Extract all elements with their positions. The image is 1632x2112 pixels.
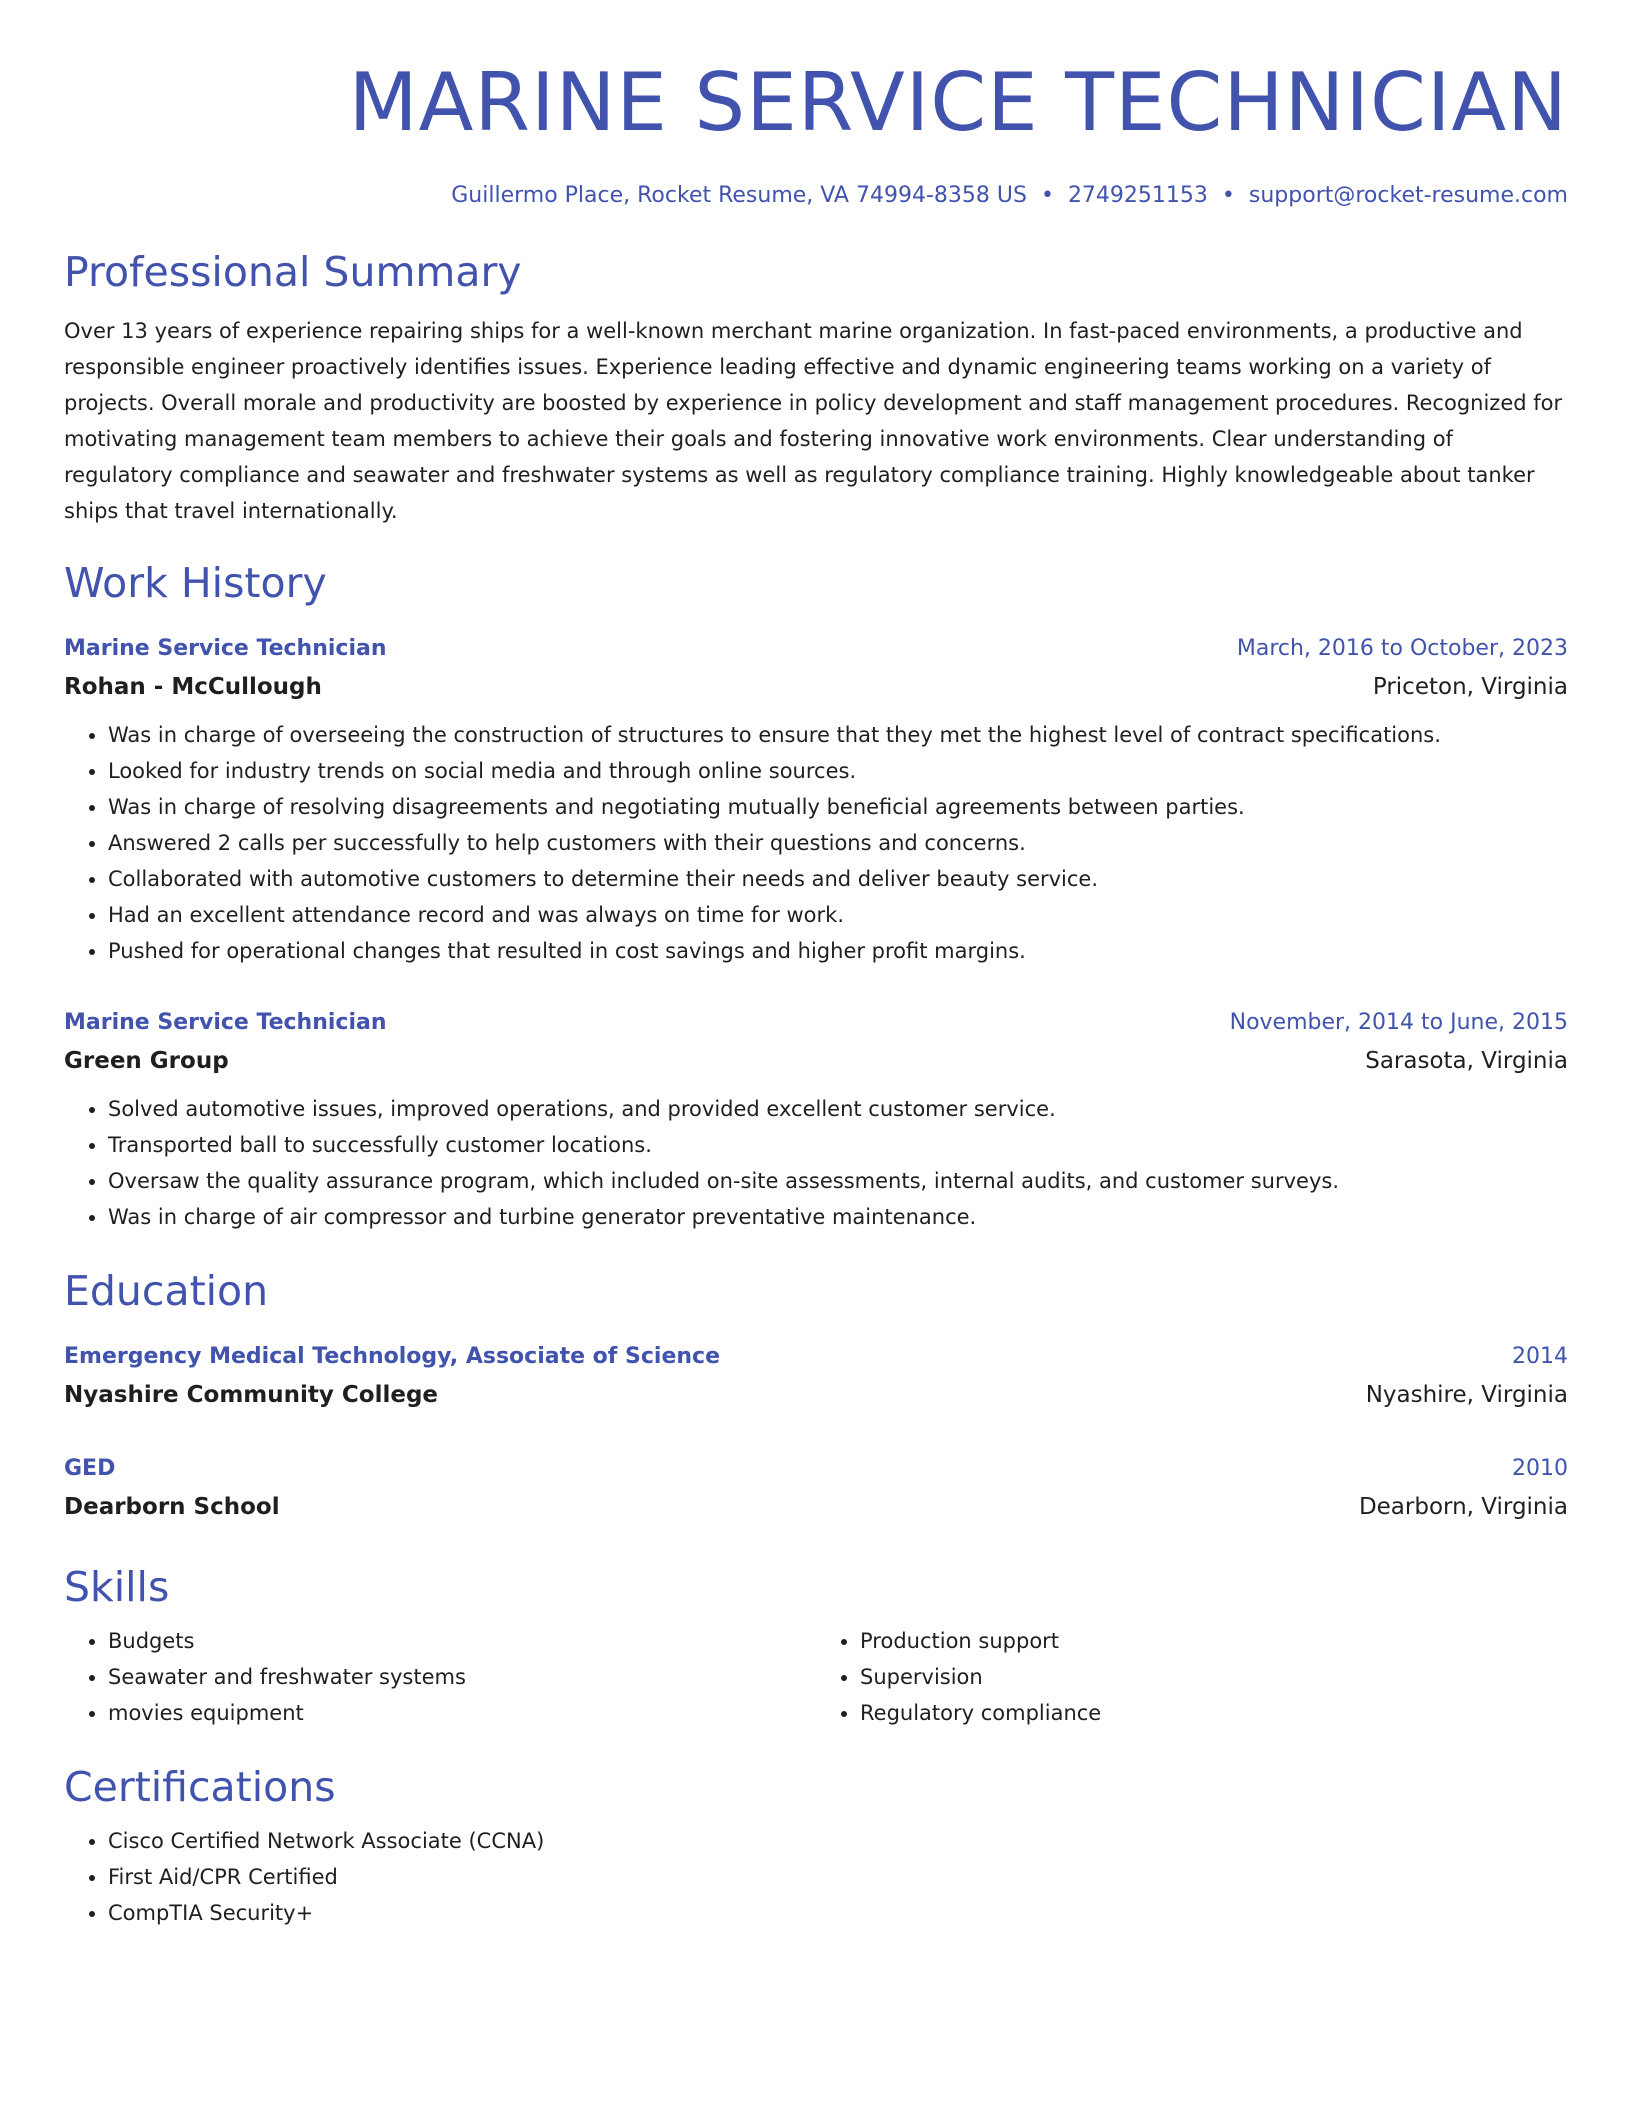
school-name: Dearborn School <box>64 1494 280 1520</box>
list-item: • Supervision <box>860 1659 1568 1695</box>
education-entry <box>64 1451 1568 1527</box>
job-location: Priceton, Virginia <box>1372 674 1568 700</box>
education-entry <box>64 1339 1568 1415</box>
job-title: Marine Service Technician <box>64 1010 387 1035</box>
certifications-section <box>64 1761 1568 1931</box>
list-item: • Oversaw the quality assurance program, which included on-site assessments, internal audits, and customer surveys. <box>108 1163 1568 1199</box>
certifications-list <box>64 1823 1568 1931</box>
graduation-year: 2010 <box>1512 1456 1568 1481</box>
summary-heading: Professional Summary <box>64 248 522 296</box>
list-item: • Solved automotive issues, improved operations, and provided excellent customer service. <box>108 1091 1568 1127</box>
email-link[interactable]: support@rocket-resume.com <box>1248 183 1568 208</box>
job-entry <box>64 631 1568 969</box>
contact-line <box>64 180 1568 212</box>
job-entry <box>64 1005 1568 1235</box>
job-title: Marine Service Technician <box>64 636 387 661</box>
phone: 2749251153 <box>1067 183 1208 208</box>
job-duties-list <box>64 717 1568 969</box>
employer-name: Rohan - McCullough <box>64 674 322 700</box>
list-item: • Budgets <box>108 1623 816 1659</box>
list-item: • Answered 2 calls per successfully to help customers with their questions and concerns. <box>108 825 1568 861</box>
school-row <box>64 1487 1568 1527</box>
job-header-row <box>64 631 1568 667</box>
certifications-heading: Certifications <box>64 1763 336 1811</box>
job-dates: November, 2014 to June, 2015 <box>1229 1010 1568 1035</box>
list-item: • Transported ball to successfully customer locations. <box>108 1127 1568 1163</box>
list-item: • Regulatory compliance <box>860 1695 1568 1731</box>
list-item: • Production support <box>860 1623 1568 1659</box>
degree-name: Emergency Medical Technology, Associate of Science <box>64 1344 720 1369</box>
list-item: • Was in charge of air compressor and turbine generator preventative maintenance. <box>108 1199 1568 1235</box>
skills-list-left <box>64 1623 816 1731</box>
list-item: • First Aid/CPR Certified <box>108 1859 1568 1895</box>
contact-separator: • <box>1040 183 1054 208</box>
school-location: Dearborn, Virginia <box>1358 1494 1568 1520</box>
skills-grid <box>64 1623 1568 1731</box>
list-item: • Looked for industry trends on social media and through online sources. <box>108 753 1568 789</box>
skills-section <box>64 1561 1568 1731</box>
job-location: Sarasota, Virginia <box>1365 1048 1568 1074</box>
contact-separator: • <box>1221 183 1235 208</box>
degree-name: GED <box>64 1456 116 1481</box>
degree-row <box>64 1451 1568 1487</box>
education-heading: Education <box>64 1267 269 1315</box>
school-name: Nyashire Community College <box>64 1382 439 1408</box>
list-item: • CompTIA Security+ <box>108 1895 1568 1931</box>
school-row <box>64 1375 1568 1415</box>
degree-row <box>64 1339 1568 1375</box>
resume-title: MARINE SERVICE TECHNICIAN <box>348 56 1568 149</box>
skills-list-right <box>816 1623 1568 1731</box>
skills-heading: Skills <box>64 1563 170 1611</box>
work-history-section <box>64 557 1568 1235</box>
list-item: • Was in charge of overseeing the construction of structures to ensure that they met the highest level of contract specifications. <box>108 717 1568 753</box>
job-dates: March, 2016 to October, 2023 <box>1236 636 1568 661</box>
education-section <box>64 1265 1568 1527</box>
employer-row <box>64 667 1568 707</box>
list-item: • Seawater and freshwater systems <box>108 1659 816 1695</box>
address: Guillermo Place, Rocket Resume, VA 74994-8358 US <box>451 183 1027 208</box>
job-duties-list <box>64 1091 1568 1235</box>
list-item: • Had an excellent attendance record and was always on time for work. <box>108 897 1568 933</box>
list-item: • Collaborated with automotive customers to determine their needs and deliver beauty service. <box>108 861 1568 897</box>
school-location: Nyashire, Virginia <box>1365 1382 1568 1408</box>
summary-section <box>64 246 1568 529</box>
list-item: • Pushed for operational changes that resulted in cost savings and higher profit margins. <box>108 933 1568 969</box>
employer-name: Green Group <box>64 1048 229 1074</box>
list-item: • Cisco Certified Network Associate (CCNA) <box>108 1823 1568 1859</box>
resume-header <box>64 0 1568 212</box>
list-item: • Was in charge of resolving disagreements and negotiating mutually beneficial agreements between parties. <box>108 789 1568 825</box>
job-header-row <box>64 1005 1568 1041</box>
work-history-heading: Work History <box>64 559 327 607</box>
employer-row <box>64 1041 1568 1081</box>
list-item: • movies equipment <box>108 1695 816 1731</box>
summary-text: Over 13 years of experience repairing ships for a well-known merchant marine organization. In fast-paced environments, a productive and responsible engineer proactively identifies issues. Experience leading effective and dynamic engineering teams working on a variety of projects. Overall morale and productivity are boosted by experience in policy development and staff management procedures. Recognized for motivating management team members to achieve their goals and fostering innovative work environments. Clear understanding of regulatory compliance and seawater and freshwater systems as well as regulatory compliance training. Highly knowledgeable about tanker ships that travel internationally. <box>64 319 1563 523</box>
graduation-year: 2014 <box>1512 1344 1568 1369</box>
